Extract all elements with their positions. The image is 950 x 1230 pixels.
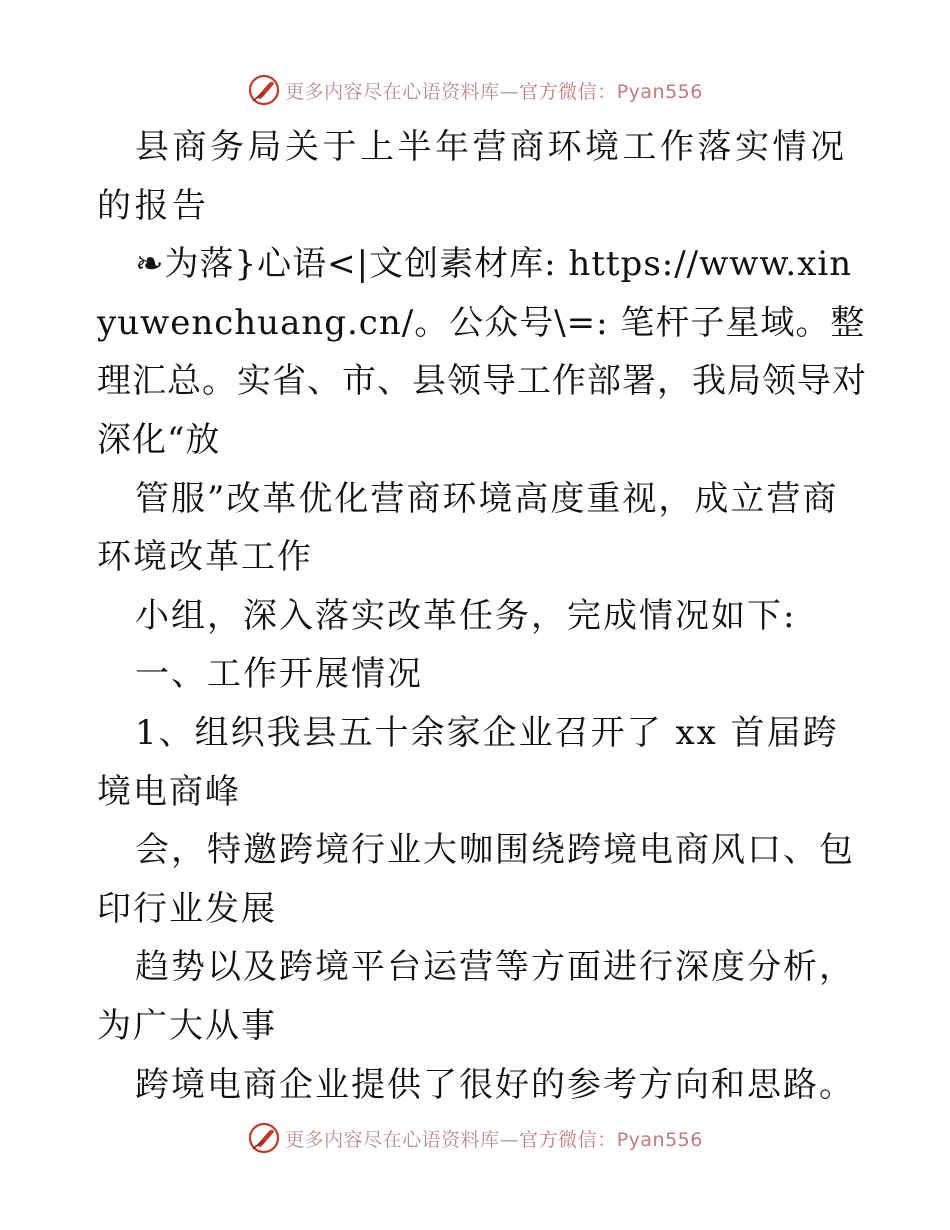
paragraph-source-note: ❧为落}心语<|文创素材库: https://www.xinyuwenchuang.cn/。公众号\=: 笔杆子星域。整理汇总。实省、市、县领导工作部署，我局领导对深化“放 bbox=[97, 244, 867, 460]
paragraph: 1、组织我县五十余家企业召开了 xx 首届跨境电商峰 bbox=[97, 712, 839, 812]
document-title: 县商务局关于上半年营商环境工作落实情况的报告 bbox=[97, 127, 848, 226]
paragraph: 趋势以及跨境平台运营等方面进行深度分析，为广大从事 bbox=[97, 947, 855, 1046]
banner-dash: — bbox=[499, 1128, 520, 1151]
banner-wechat-id: Pyan556 bbox=[616, 1128, 703, 1151]
banner-official-label: 官方微信： bbox=[519, 1128, 617, 1151]
footer-banner bbox=[0, 1118, 950, 1158]
banner-wechat-id: Pyan556 bbox=[616, 80, 703, 103]
paragraph: 跨境电商企业提供了很好的参考方向和思路。 bbox=[135, 1064, 855, 1105]
paragraph: 管服”改革优化营商环境高度重视，成立营商环境改革工作 bbox=[97, 478, 839, 578]
banner-dash: — bbox=[499, 80, 520, 103]
banner-official-label: 官方微信： bbox=[519, 80, 617, 103]
paragraph: 会，特邀跨境行业大咖围绕跨境电商风口、包印行业发展 bbox=[97, 830, 855, 929]
banner-text bbox=[285, 77, 703, 104]
banner-main-text: 更多内容尽在心语资料库 bbox=[285, 80, 500, 103]
banner-main-text: 更多内容尽在心语资料库 bbox=[285, 1128, 500, 1151]
section-heading: 一、工作开展情况 bbox=[135, 654, 423, 695]
quill-pen-logo-icon bbox=[247, 73, 281, 107]
paragraph: 小组，深入落实改革任务，完成情况如下: bbox=[135, 595, 797, 636]
header-banner bbox=[0, 70, 950, 110]
quill-pen-logo-icon bbox=[247, 1121, 281, 1155]
banner-text bbox=[285, 1125, 703, 1152]
document-body bbox=[97, 118, 867, 1114]
